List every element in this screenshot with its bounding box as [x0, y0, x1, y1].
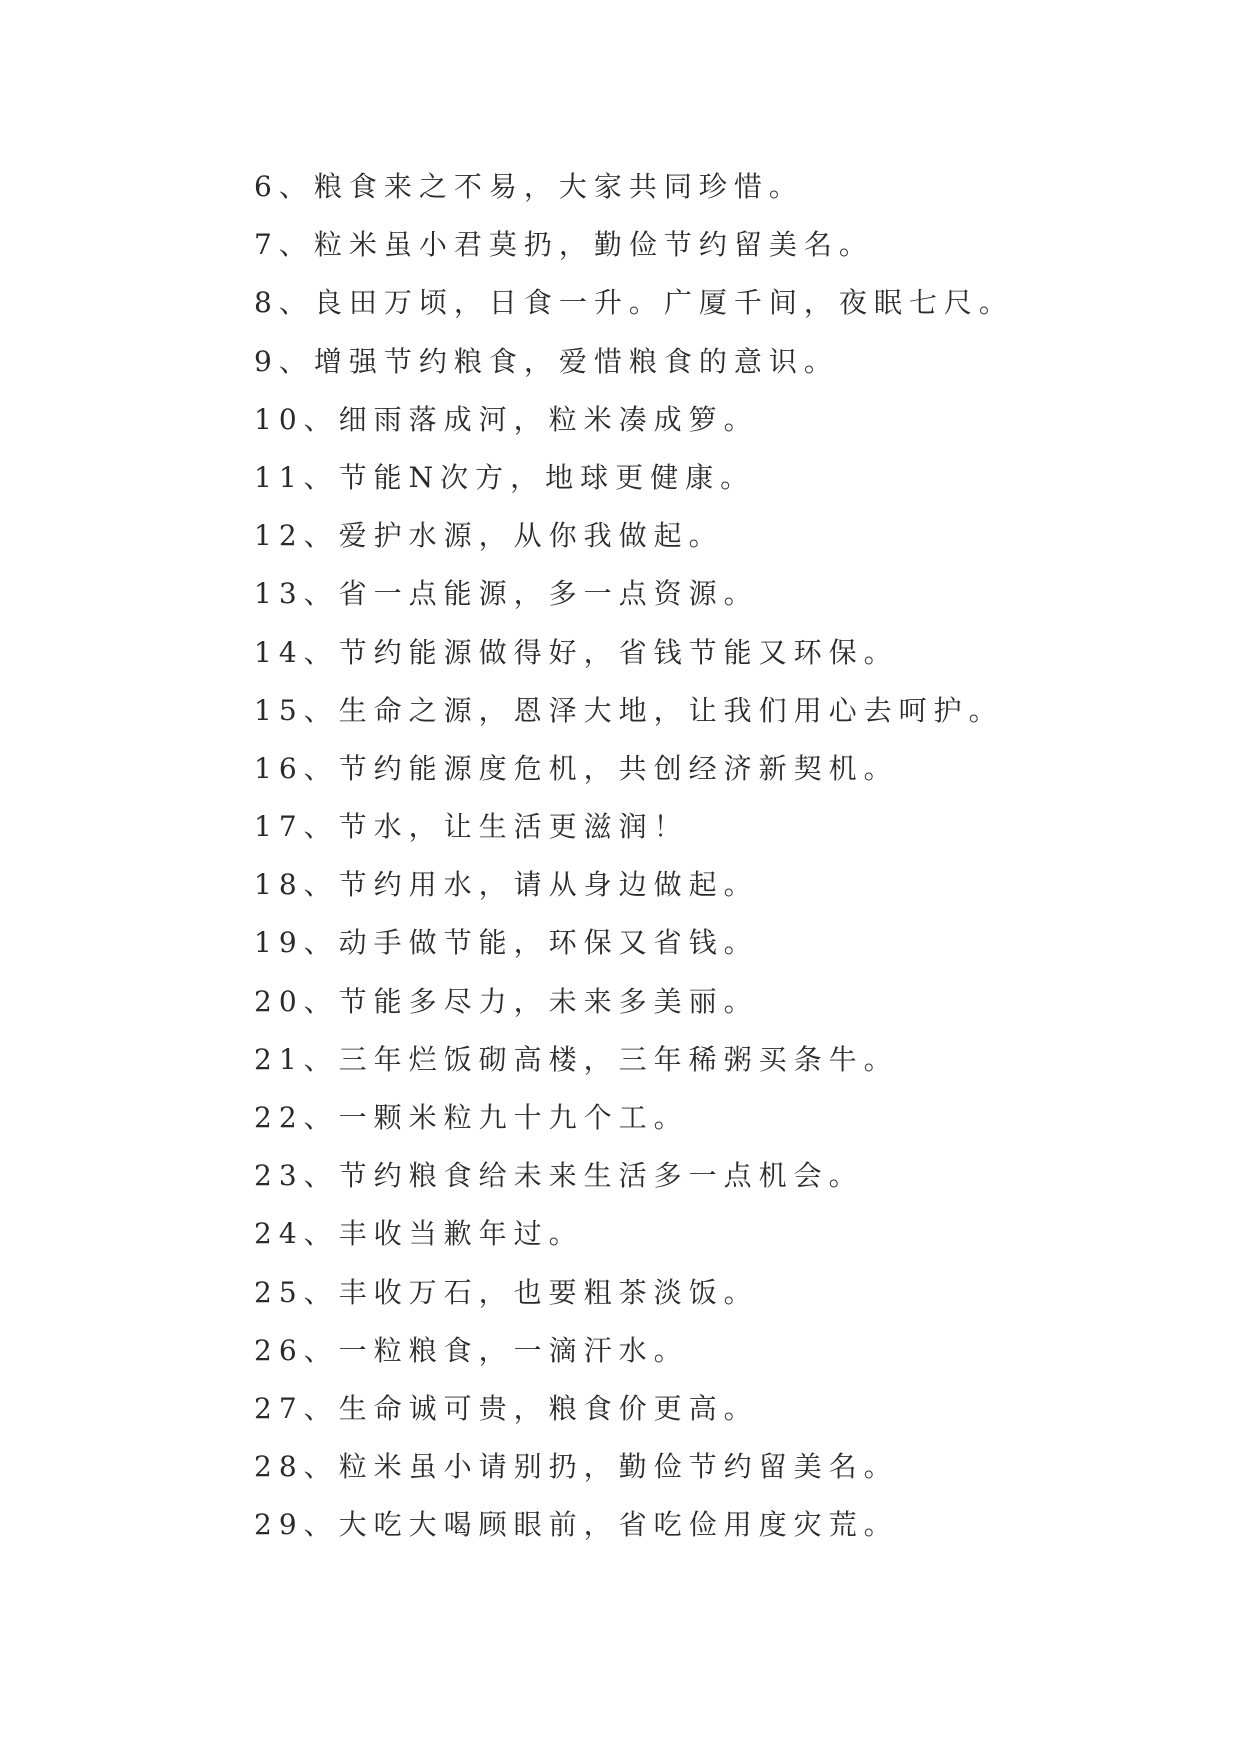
list-item: 21、三年烂饭砌高楼，三年稀粥买条牛。 [254, 1042, 899, 1076]
list-item: 16、节约能源度危机，共创经济新契机。 [254, 751, 899, 785]
list-item: 9、增强节约粮食，爱惜粮食的意识。 [254, 344, 839, 378]
list-item: 23、节约粮食给未来生活多一点机会。 [254, 1159, 864, 1193]
list-item: 29、大吃大喝顾眼前，省吃俭用度灾荒。 [254, 1508, 899, 1542]
list-item: 24、丰收当歉年过。 [254, 1217, 584, 1251]
list-item: 26、一粒粮食，一滴汗水。 [254, 1333, 689, 1367]
list-item: 11、节能N次方，地球更健康。 [254, 460, 756, 494]
list-item: 7、粒米虽小君莫扔，勤俭节约留美名。 [254, 228, 874, 262]
list-item: 12、爱护水源，从你我做起。 [254, 519, 724, 553]
list-item: 19、动手做节能，环保又省钱。 [254, 926, 759, 960]
list-item: 28、粒米虽小请别扔，勤俭节约留美名。 [254, 1450, 899, 1484]
list-item: 6、粮食来之不易，大家共同珍惜。 [254, 170, 804, 203]
list-item: 27、生命诚可贵，粮食价更高。 [254, 1391, 759, 1425]
list-item: 10、细雨落成河，粒米凑成箩。 [254, 402, 759, 436]
list-item: 17、节水，让生活更滋润！ [254, 810, 689, 844]
list-item: 25、丰收万石，也要粗茶淡饭。 [254, 1275, 759, 1309]
list-item: 20、节能多尽力，未来多美丽。 [254, 984, 759, 1018]
list-item: 13、省一点能源，多一点资源。 [254, 577, 759, 611]
list-item: 14、节约能源做得好，省钱节能又环保。 [254, 635, 899, 669]
list-item: 18、节约用水，请从身边做起。 [254, 868, 759, 902]
list-item: 15、生命之源，恩泽大地，让我们用心去呵护。 [254, 693, 1004, 727]
list-item: 8、良田万顷，日食一升。广厦千间，夜眠七尺。 [254, 286, 1014, 320]
slogan-list [254, 158, 1014, 1555]
list-item: 22、一颗米粒九十九个工。 [254, 1101, 689, 1134]
